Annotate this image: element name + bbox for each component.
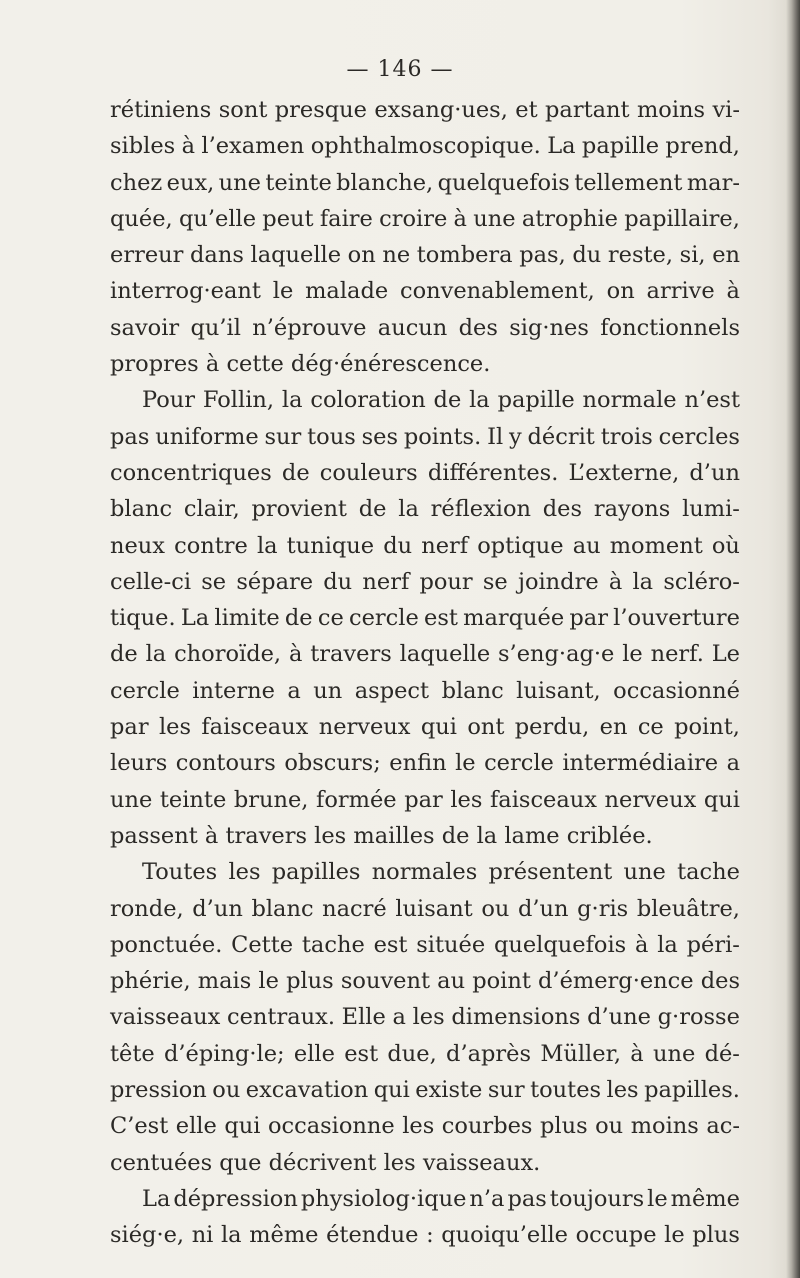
text-line: Pour Follin, la coloration de la papille normale n’est	[142, 387, 740, 414]
text-line: pression ou excavation qui existe sur toutes les papilles.	[110, 1077, 740, 1104]
text-line: ponctuée. Cette tache est située quelquefois à la péri-	[110, 931, 740, 958]
text-line: blanc clair, provient de la réflexion des rayons lumi-	[110, 496, 740, 523]
page-number: — 146 —	[346, 57, 454, 82]
text-line: par les faisceaux nerveux qui ont perdu, en ce point,	[110, 714, 740, 741]
text-line: neux contre la tunique du nerf optique au moment où	[110, 532, 740, 559]
text-line: phérie, mais le plus souvent au point d’émerg·ence des	[110, 968, 740, 995]
text-line: ronde, d’un blanc nacré luisant ou d’un g·ris bleuâtre,	[110, 895, 740, 922]
text-line: tête d’éping·le; elle est due, d’après Müller, à une dé-	[110, 1040, 740, 1067]
text-line: C’est elle qui occasionne les courbes plus ou moins ac-	[110, 1113, 740, 1140]
text-line: propres à cette dég·énérescence.	[110, 351, 491, 378]
text-line: rétiniens sont presque exsang·ues, et partant moins vi-	[110, 97, 740, 123]
text-line: concentriques de couleurs différentes. L’externe, d’un	[110, 459, 740, 486]
text-line: quée, qu’elle peut faire croire à une atrophie papillaire,	[110, 205, 740, 232]
text-line: passent à travers les mailles de la lame criblée.	[110, 822, 653, 849]
text-line: pas uniforme sur tous ses points. Il y décrit trois cercles	[110, 423, 740, 450]
text-line: erreur dans laquelle on ne tombera pas, du reste, si, en	[110, 242, 740, 269]
text-line: centuées que décrivent les vaisseaux.	[110, 1149, 541, 1176]
body-text	[110, 92, 740, 1254]
text-line: leurs contours obscurs; enfin le cercle intermédiaire a	[110, 750, 740, 777]
text-line: cercle interne a un aspect blanc luisant, occasionné	[110, 677, 740, 704]
text-line: Toutes les papilles normales présentent une tache	[142, 859, 740, 886]
text-line: sibles à l’examen ophthalmoscopique. La papille prend,	[110, 133, 740, 160]
text-line: savoir qu’il n’éprouve aucun des sig·nes fonctionnels	[110, 314, 740, 341]
text-line: La dépression physiolog·ique n’a pas toujours le même	[142, 1185, 740, 1212]
text-line: celle-ci se sépare du nerf pour se joindre à la scléro-	[110, 568, 740, 595]
text-line: siég·e, ni la même étendue : quoiqu’elle occupe le plus	[110, 1222, 740, 1249]
text-line: chez eux, une teinte blanche, quelquefois tellement mar-	[110, 169, 740, 196]
text-line: tique. La limite de ce cercle est marquée par l’ouverture	[110, 605, 740, 632]
text-line: vaisseaux centraux. Elle a les dimensions d’une g·rosse	[110, 1004, 740, 1031]
page-binding-shadow	[786, 0, 800, 1278]
text-line: interrog·eant le malade convenablement, on arrive à	[110, 278, 740, 305]
text-line: de la choroïde, à travers laquelle s’eng·ag·e le nerf. Le	[110, 641, 740, 668]
text-line: une teinte brune, formée par les faisceaux nerveux qui	[110, 786, 740, 813]
